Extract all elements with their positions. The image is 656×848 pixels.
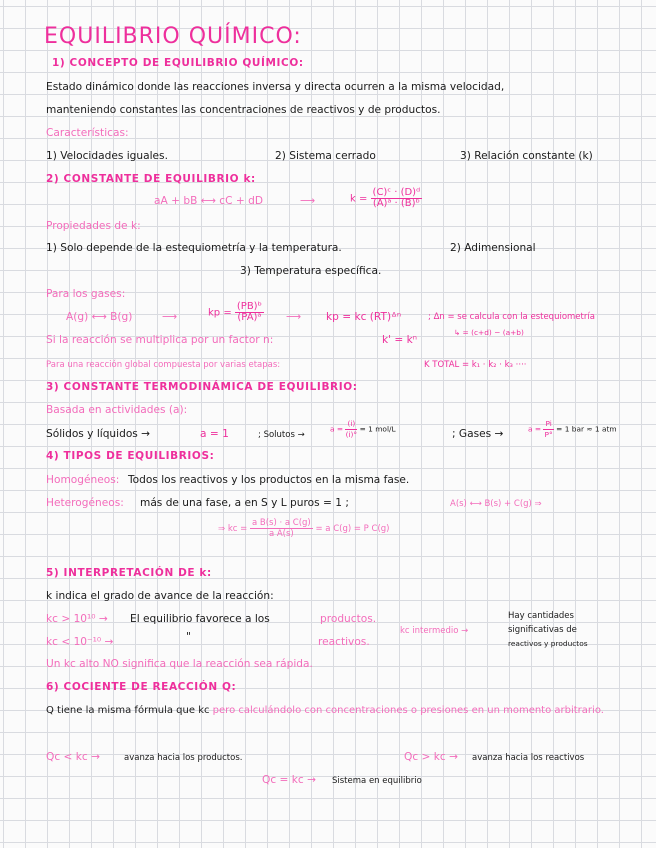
kp-fraction [235, 302, 264, 323]
qc-equal-condition: Qc = kc → [262, 774, 316, 786]
section-4-heading: 4) TIPOS DE EQUILIBRIOS: [46, 450, 215, 462]
kp-denominator: (PA)ᵃ [237, 312, 262, 323]
property-1: 1) Solo depende de la estequiometría y la temperatura. [46, 242, 342, 254]
kc-low-condition: kc < 10⁻¹⁰ → [46, 636, 114, 648]
property-2: 2) Adimensional [450, 242, 536, 254]
heterogeneous-k-lhs: ⇒ kc = [218, 524, 248, 534]
k-fraction [371, 188, 423, 209]
qc-less-text: avanza hacia los productos. [124, 753, 243, 763]
heterogeneous-k-denominator: a A(s) [268, 529, 294, 539]
gases-label: Para los gases: [46, 288, 126, 300]
k-expression [350, 188, 422, 209]
qc-greater-text: avanza hacia los reactivos [472, 753, 585, 763]
gases-lhs: a = [528, 424, 542, 434]
heterogeneous-k-numerator: a B(s) · a C(g) [251, 518, 311, 528]
solids-liquids: Sólidos y líquidos → [46, 428, 151, 440]
characteristic-1: 1) Velocidades iguales. [46, 150, 168, 162]
kc-high-condition: kc > 10¹⁰ → [46, 613, 108, 625]
section-5-heading: 5) INTERPRETACIÓN DE k: [46, 567, 212, 579]
concept-line-2: manteniendo constantes las concentraciones de reactivos y de productos. [46, 104, 441, 116]
kc-intermediate-label: kc intermedio → [400, 626, 469, 636]
kp-numerator: (PB)ᵇ [236, 301, 262, 312]
arrow-icon: ⟶ [300, 195, 316, 207]
solutes-activity [330, 419, 396, 440]
delta-n-note: ; Δn = se calcula con la estequiometría [428, 312, 595, 322]
solutes-lhs: a = [330, 424, 344, 434]
arrow-icon: ⟶ [286, 311, 302, 323]
heterogeneous-k-tail: = a C(g) = P C(g) [315, 524, 390, 534]
kc-speed-note: Un kc alto NO significa que la reacción sea rápida. [46, 658, 313, 670]
heterogeneous-text: más de una fase, a en S y L puros = 1 ; [140, 497, 349, 509]
global-reaction-text: Para una reacción global compuesta por varias etapas: [46, 360, 281, 370]
solids-activity: a = 1 [200, 428, 229, 440]
property-3: 3) Temperatura específica. [240, 265, 382, 277]
activities-label: Basada en actividades (a): [46, 404, 188, 416]
gases-activity [528, 419, 617, 440]
global-k-formula: K TOTAL = k₁ · k₂ · k₃ ···· [424, 360, 527, 370]
quotient-description [46, 704, 626, 717]
qc-greater-condition: Qc > kc → [404, 751, 458, 763]
section-1-heading: 1) CONCEPTO DE EQUILIBRIO QUÍMICO: [52, 57, 304, 69]
kc-high-word: productos. [320, 613, 377, 625]
k-denominator: (A)ᵃ · (B)ᵇ [372, 198, 420, 209]
kp-lhs: kp = [208, 307, 232, 319]
heterogeneous-label: Heterogéneos: [46, 497, 124, 509]
k-numerator: (C)ᶜ · (D)ᵈ [372, 187, 421, 198]
solutes-fraction [345, 419, 357, 440]
k-lhs: k = [350, 193, 368, 205]
solutes-label: ; Solutos → [258, 430, 305, 440]
kp-expression [208, 302, 264, 323]
solutes-denominator: (i)° [345, 430, 358, 439]
kc-intermediate-line-2: significativas de [508, 625, 577, 635]
gases-numerator: Pi [545, 419, 552, 428]
properties-label: Propiedades de k: [46, 220, 141, 232]
concept-line-1: Estado dinámico donde las reacciones inversa y directa ocurren a la misma velocidad, [46, 81, 505, 93]
arrow-icon: ⟶ [162, 311, 178, 323]
homogeneous-label: Homogéneos: [46, 474, 120, 486]
multiply-text: Si la reacción se multiplica por un factor n: [46, 334, 274, 346]
gases-fraction [543, 419, 553, 440]
qc-less-condition: Qc < kc → [46, 751, 100, 763]
section-3-heading: 3) CONSTANTE TERMODINÁMICA DE EQUILIBRIO: [46, 381, 358, 393]
gases-denominator: P° [544, 430, 553, 439]
general-reaction: aA + bB ⟷ cC + dD [154, 195, 263, 207]
gases-standard: = 1 bar ≈ 1 atm [556, 424, 617, 434]
homogeneous-text: Todos los reactivos y los productos en la misma fase. [128, 474, 410, 486]
kc-low-word: reactivos. [318, 636, 370, 648]
kc-intermediate-line-1: Hay cantidades [508, 611, 574, 621]
heterogeneous-example: A(s) ⟷ B(s) + C(g) ⇒ [450, 499, 542, 509]
multiply-formula: k' = kⁿ [382, 334, 418, 346]
solutes-standard: = 1 mol/L [359, 424, 396, 434]
page-title: EQUILIBRIO QUÍMICO: [44, 24, 302, 49]
solutes-numerator: (i) [347, 419, 356, 428]
section-6-heading: 6) COCIENTE DE REACCIÓN Q: [46, 681, 237, 693]
interpretation-intro: k indica el grado de avance de la reacción: [46, 590, 274, 602]
kc-high-text: El equilibrio favorece a los [130, 613, 270, 625]
quotient-text-note: pero calculándolo con concentraciones o presiones en un momento arbitrario. [212, 705, 604, 716]
heterogeneous-k-fraction [250, 518, 313, 539]
characteristics-label: Características: [46, 127, 129, 139]
characteristic-3: 3) Relación constante (k) [460, 150, 593, 162]
characteristic-2: 2) Sistema cerrado [275, 150, 376, 162]
quotient-text-main: Q tiene la misma fórmula que kc [46, 705, 210, 716]
section-2-heading: 2) CONSTANTE DE EQUILIBRIO k: [46, 173, 256, 185]
delta-n-formula: ↳ = (c+d) − (a+b) [454, 328, 524, 337]
gases-activity-label: ; Gases → [452, 428, 504, 440]
heterogeneous-k [218, 518, 389, 539]
qc-equal-text: Sistema en equilibrio [332, 776, 422, 786]
kc-intermediate-line-3: reactivos y productos [508, 639, 588, 648]
kp-kc-relation: kp = kc (RT)ᐞⁿ [326, 311, 402, 323]
ditto-mark: " [186, 631, 191, 643]
gas-reaction: A(g) ⟷ B(g) [66, 311, 133, 323]
